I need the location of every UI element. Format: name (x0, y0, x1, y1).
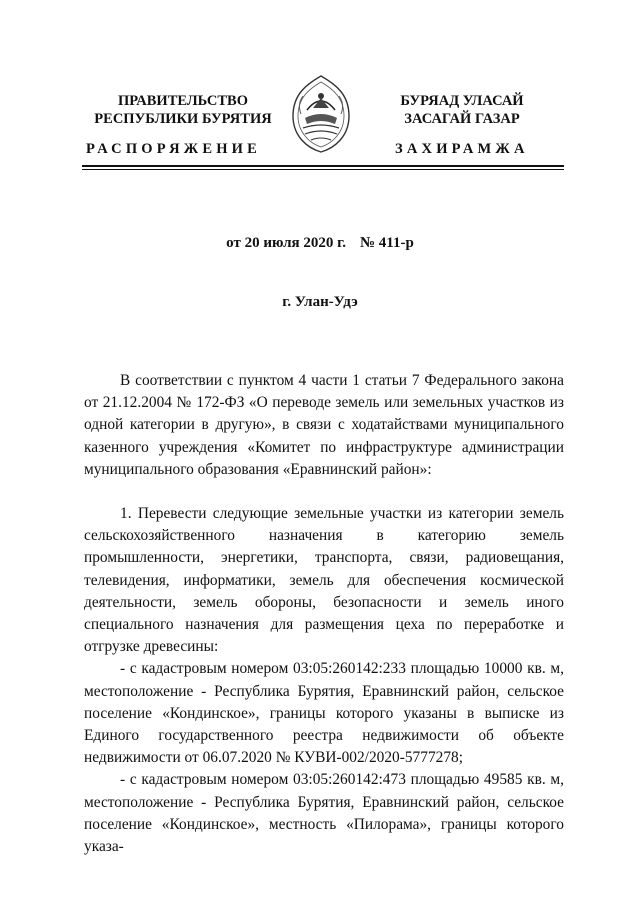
issuer-ru-line2: РЕСПУБЛИКИ БУРЯТИЯ (94, 111, 272, 127)
document-body (84, 370, 564, 858)
subitem-paragraph: - с кадастровым номером 03:05:260142:473 площадью 49585 кв. м, местоположение - Республика Бурятия, Еравнинский район, сельское поселение «Кондинское», местность «Пилорама», границы которого указа- (84, 771, 564, 856)
date-number-line (0, 235, 640, 252)
issuer-ru (78, 92, 288, 128)
document-type-ru: РАСПОРЯЖЕНИЕ (86, 141, 262, 157)
header-divider (82, 165, 564, 167)
document-date: от 20 июля 2020 г. (226, 235, 346, 251)
document-number: № 411-р (359, 235, 414, 251)
header-divider-thin (82, 169, 564, 170)
preamble-paragraph: В соответствии с пунктом 4 части 1 статьи 7 Федерального закона от 21.12.2004 № 172-ФЗ «О переводе земель или земельных участков из одной категории в другую», в связи с ходатайствами муниципального казенного учреждения «Комитет по инфраструктуре администрации муниципального образования «Еравнинский район»: (84, 372, 564, 478)
document-city: г. Улан-Удэ (282, 294, 358, 310)
issuer-bua-line1: БУРЯАД УЛАСАЙ (400, 93, 524, 109)
issuer-bua-line2: ЗАСАГАЙ ГАЗАР (404, 111, 520, 127)
issuer-ru-line1: ПРАВИТЕЛЬСТВО (118, 93, 248, 109)
coat-of-arms-icon (289, 74, 353, 154)
subitem-paragraph: - с кадастровым номером 03:05:260142:233 площадью 10000 кв. м, местоположение - Республика Бурятия, Еравнинский район, сельское поселение «Кондинское», границы которого указаны в выписке из Единого государственного реестра недвижимости об объекте недвижимости от 06.07.2020 № КУВИ-002/2020-5777278; (84, 660, 564, 767)
document-type-bua: ЗАХИРАМЖА (395, 141, 529, 157)
issuer-bua (362, 92, 562, 128)
item-1-paragraph: 1. Перевести следующие земельные участки из категории земель сельскохозяйственного назначения в категорию земель промышленности, энергетики, транспорта, связи, радиовещания, телевидения, информатики, земель для обеспечения космической деятельности, земель обороны, безопасности и земель иного специального назначения для размещения цеха по переработке и отгрузке древесины: (84, 505, 564, 656)
